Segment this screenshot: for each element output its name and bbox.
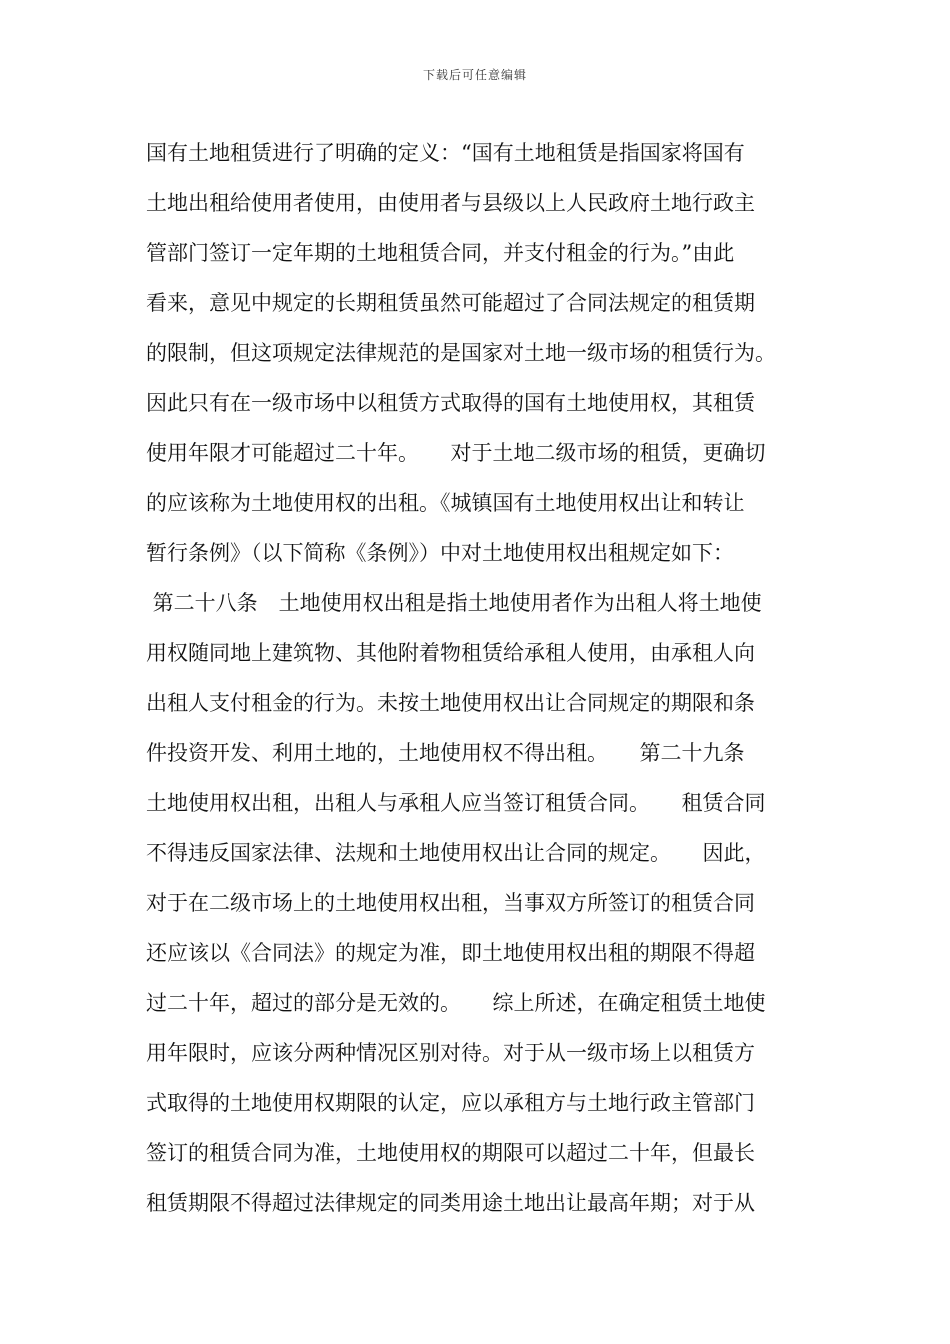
text-line: 过二十年，超过的部分是无效的。 综上所述，在确定租赁土地使 — [146, 991, 766, 1015]
text-line: 还应该以《合同法》的规定为准，即土地使用权出租的期限不得超 — [146, 941, 755, 965]
text-line: 国有土地租赁进行了明确的定义：“国有土地租赁是指国家将国有 — [146, 141, 745, 165]
text-line: 签订的租赁合同为准，土地使用权的期限可以超过二十年，但最长 — [146, 1141, 755, 1165]
text-line: 件投资开发、利用土地的，土地使用权不得出租。 第二十九条 — [146, 741, 745, 765]
text-line: 第二十八条 土地使用权出租是指土地使用者作为出租人将土地使 — [146, 591, 762, 615]
text-line: 暂行条例》（以下简称《条例》）中对土地使用权出租规定如下： — [146, 541, 734, 565]
text-line: 式取得的土地使用权期限的认定，应以承租方与土地行政主管部门 — [146, 1091, 755, 1115]
text-line: 租赁期限不得超过法律规定的同类用途土地出让最高年期；对于从 — [146, 1191, 755, 1215]
text-line: 使用年限才可能超过二十年。 对于土地二级市场的租赁，更确切 — [146, 441, 766, 465]
text-line: 土地出租给使用者使用，由使用者与县级以上人民政府土地行政主 — [146, 191, 755, 215]
text-line: 对于在二级市场上的土地使用权出租，当事双方所签订的租赁合同 — [146, 891, 755, 915]
text-line: 用权随同地上建筑物、其他附着物租赁给承租人使用，由承租人向 — [146, 641, 755, 665]
text-line: 土地使用权出租，出租人与承租人应当签订租赁合同。 租赁合同 — [146, 791, 766, 815]
page-header: 下载后可任意编辑 — [422, 68, 527, 82]
text-line: 看来，意见中规定的长期租赁虽然可能超过了合同法规定的租赁期 — [146, 291, 755, 315]
body-text — [146, 128, 816, 1228]
text-line: 因此只有在一级市场中以租赁方式取得的国有土地使用权，其租赁 — [146, 391, 755, 415]
text-line: 的应该称为土地使用权的出租。《城镇国有土地使用权出让和转让 — [146, 491, 745, 515]
text-line: 不得违反国家法律、法规和土地使用权出让合同的规定。 因此， — [146, 841, 766, 865]
text-line: 的限制，但这项规定法律规范的是国家对土地一级市场的租赁行为。 — [146, 341, 776, 365]
text-line: 用年限时，应该分两种情况区别对待。对于从一级市场上以租赁方 — [146, 1041, 755, 1065]
text-line: 管部门签订一定年期的土地租赁合同，并支付租金的行为。”由此 — [146, 241, 735, 265]
text-line: 出租人支付租金的行为。未按土地使用权出让合同规定的期限和条 — [146, 691, 755, 715]
